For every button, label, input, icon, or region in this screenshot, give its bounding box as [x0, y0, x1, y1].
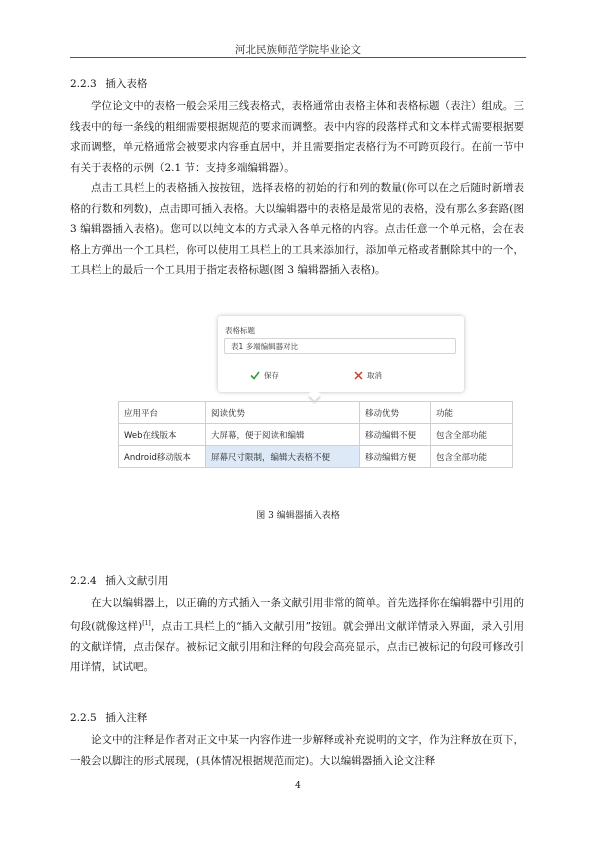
check-icon	[250, 371, 260, 380]
table-cell[interactable]: 移动编辑方便	[360, 446, 431, 468]
page-number: 4	[295, 781, 301, 791]
table-row	[119, 446, 513, 468]
table-cell[interactable]: Android移动版本	[119, 446, 206, 468]
paragraph-insert-footnote: 论文中的注释是作者对正文中某一内容作进一步解释或补充说明的文字，作为注释放在页下，一般会以脚注的形式展现，(具体情况根据规范而定)。大以编辑器插入论文注释	[70, 734, 524, 767]
table-header-row	[119, 402, 513, 424]
table-cell[interactable]: 移动编辑不便	[360, 424, 431, 446]
citation-marker[interactable]: [1]	[142, 619, 151, 627]
close-icon	[354, 371, 363, 380]
table-header-cell[interactable]: 阅读优势	[206, 402, 360, 424]
section-title: 插入表格	[105, 78, 148, 90]
table-header-cell[interactable]: 移动优势	[360, 402, 431, 424]
paragraph-insert-citation	[70, 593, 524, 678]
section-number: 2.2.3	[70, 78, 97, 90]
section-number: 2.2.4	[70, 575, 97, 587]
save-button[interactable]	[250, 370, 279, 381]
table-header-cell[interactable]: 应用平台	[119, 402, 206, 424]
save-label: 保存	[264, 371, 279, 380]
section-heading-2-2-5	[70, 710, 147, 725]
table-row	[119, 424, 513, 446]
table-cell-selected[interactable]: 屏幕尺寸限制，编辑大表格不便	[206, 446, 360, 468]
section-title: 插入注释	[105, 712, 148, 724]
table-cell[interactable]: Web在线版本	[119, 424, 206, 446]
figure-caption-text: 编辑器插入表格	[276, 511, 340, 521]
paragraph-table-format: 学位论文中的表格一般会采用三线表格式，表格通常由表格主体和表格标题（表注）组成。三线表中的每一条线的粗细需要根据规范的要求而调整。表中内容的段落样式和文本样式需要根据要求而调整，单元格通常会被要求内容垂直居中，并且需要指定表格行为不可跨页段行。在前一节中有关于表格的示例（2.1 节：支持多端编辑器）。	[70, 100, 524, 174]
table-cell[interactable]: 大屏幕，便于阅读和编辑	[206, 424, 360, 446]
table-caption-input[interactable]: 表1 多端编辑器对比	[224, 338, 456, 354]
section-title: 插入文献引用	[105, 575, 169, 587]
figure-caption-number: 图 3	[256, 511, 274, 521]
table-cell[interactable]: 包含全部功能	[431, 446, 513, 468]
paragraph-insert-table: 点击工具栏上的表格插入按按钮，选择表格的初始的行和列的数量(你可以在之后随时新增表格的行数和列数)，点击即可插入表格。大以编辑器中的表格是最常见的表格，没有那么多套路(图 3 编辑器插入表格)。您可以以纯文本的方式录入各单元格的内容。点击任意一个单元格，会在表格上方弹出一个工具栏，你可以使用工具栏上的工具来添加行，添加单元格或者删除其中的一个，工具栏上的最后一个工具用于指定表格标题(图 3 编辑器插入表格)。	[70, 182, 524, 276]
header-rule	[70, 57, 526, 58]
section-heading-2-2-3	[70, 76, 147, 91]
citation-text-part-2: ，点击工具栏上的“插入文献引用”按钮。就会弹出文献详情录入界面，录入引用的文献详情，点击保存。被标记文献引用和注释的句段会高亮显示，点击已被标记的句段可修改引用详情，试试吧。	[70, 620, 524, 673]
running-header: 河北民族师范学院毕业论文	[235, 44, 361, 56]
table-cell[interactable]: 包含全部功能	[431, 424, 513, 446]
figure-caption	[70, 508, 526, 521]
cancel-button[interactable]	[354, 370, 382, 381]
figure-editor-insert-table	[118, 316, 513, 484]
popup-title: 表格标题	[225, 326, 255, 335]
section-number: 2.2.5	[70, 712, 97, 724]
cancel-label: 取消	[367, 371, 382, 380]
comparison-table	[118, 401, 513, 468]
section-heading-2-2-4	[70, 573, 168, 588]
table-header-cell[interactable]: 功能	[431, 402, 513, 424]
citation-text-part-1: 在大以编辑器上，以正确的方式插入一条文献引用非常的简单。首先选择你在编辑器中引用的句段(就像这样)	[70, 597, 524, 632]
table-caption-popup	[218, 316, 464, 392]
